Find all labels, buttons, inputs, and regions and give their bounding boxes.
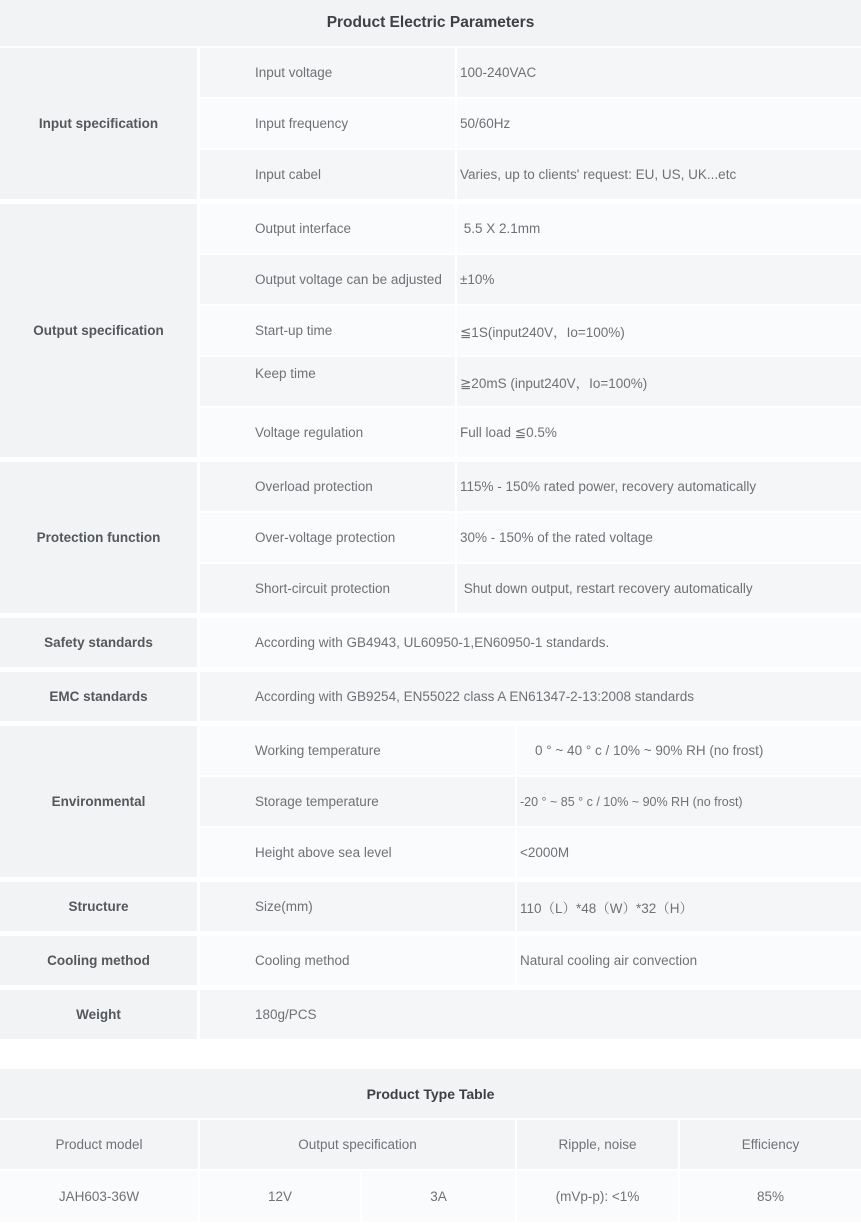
spec-value: 110（L）*48（W）*32（H） (520, 900, 694, 916)
spec-value: 50/60Hz (460, 116, 511, 131)
spec-label: Height above sea level (200, 828, 517, 877)
section-cooling-method (0, 936, 861, 985)
section-header: Output specification (0, 204, 197, 457)
product-type-table (0, 1120, 861, 1222)
section-header: Input specification (0, 48, 197, 199)
spec-label: Input frequency (200, 99, 457, 148)
section-header: Protection function (0, 462, 197, 613)
spec-row (200, 255, 861, 306)
spec-row (200, 306, 861, 357)
section-output-specification (0, 204, 861, 457)
spec-label: Voltage regulation (200, 408, 457, 457)
section-body (200, 990, 861, 1039)
spec-row (200, 777, 861, 828)
spec-row (200, 726, 861, 777)
section-body (200, 936, 861, 985)
spec-label: Working temperature (200, 726, 517, 775)
section-body (200, 618, 861, 667)
spec-value: According with GB4943, UL60950-1,EN60950-1 standards. (255, 635, 610, 650)
section-header: Structure (0, 882, 197, 931)
spec-label: Start-up time (200, 306, 457, 355)
spec-row (200, 99, 861, 150)
spec-value: ≦1S(input240V，Io=100%) (460, 324, 625, 340)
output-current-value: 3A (362, 1171, 517, 1222)
electric-parameters-title: Product Electric Parameters (0, 0, 861, 46)
spec-row (200, 672, 861, 721)
spec-value: Varies, up to clients' request: EU, US, UK...etc (460, 167, 737, 182)
section-environmental (0, 726, 861, 877)
spec-label: Input voltage (200, 48, 457, 97)
spec-label: Over-voltage protection (200, 513, 457, 562)
spec-value: -20 ° ~ 85 ° c / 10% ~ 90% RH (no frost) (520, 794, 743, 809)
section-header: Weight (0, 990, 197, 1039)
spec-value: Shut down output, restart recovery automatically (460, 581, 753, 596)
section-header: Safety standards (0, 618, 197, 667)
spec-row (200, 150, 861, 199)
section-structure (0, 882, 861, 931)
spec-row (200, 882, 861, 931)
spec-value: <2000M (520, 845, 570, 860)
spec-value: Full load ≦0.5% (460, 424, 557, 440)
spec-row (200, 936, 861, 985)
column-header-ripple-noise: Ripple, noise (517, 1120, 680, 1169)
spec-label: Output interface (200, 204, 457, 253)
section-emc-standards (0, 672, 861, 721)
section-body (200, 48, 861, 199)
spec-label: Short-circuit protection (200, 564, 457, 613)
spec-label: Overload protection (200, 462, 457, 511)
spec-row (200, 990, 861, 1039)
spec-row (200, 357, 861, 408)
spec-row (200, 828, 861, 877)
section-body (200, 882, 861, 931)
ripple-noise-value: (mVp-p): <1% (517, 1171, 680, 1222)
section-spacer (0, 1044, 861, 1069)
spec-value: 0 ° ~ 40 ° c / 10% ~ 90% RH (no frost) (520, 743, 764, 758)
section-body (200, 462, 861, 613)
section-body (200, 672, 861, 721)
spec-row (200, 48, 861, 99)
product-type-table-title: Product Type Table (0, 1069, 861, 1118)
electric-parameters-table (0, 48, 861, 1039)
type-table-header-row (0, 1120, 861, 1171)
spec-label: Input cabel (200, 150, 457, 199)
spec-value: 5.5 X 2.1mm (460, 221, 541, 236)
spec-row (200, 513, 861, 564)
spec-row (200, 204, 861, 255)
spec-value: ≧20mS (input240V，Io=100%) (460, 375, 648, 391)
section-protection-function (0, 462, 861, 613)
product-model-value: JAH603-36W (0, 1171, 200, 1222)
output-voltage-value: 12V (200, 1171, 362, 1222)
spec-label: Cooling method (200, 936, 517, 985)
section-safety-standards (0, 618, 861, 667)
section-header: EMC standards (0, 672, 197, 721)
type-table-data-row (0, 1171, 861, 1222)
spec-value: 180g/PCS (255, 1007, 317, 1022)
section-body (200, 726, 861, 877)
spec-value: According with GB9254, EN55022 class A EN61347-2-13:2008 standards (255, 689, 695, 704)
spec-value: 100-240VAC (460, 65, 537, 80)
spec-row (200, 618, 861, 667)
column-header-efficiency: Efficiency (741, 1137, 800, 1152)
spec-label: Size(mm) (200, 882, 517, 931)
section-header: Cooling method (0, 936, 197, 985)
column-header-output-specification: Output specification (200, 1120, 517, 1169)
spec-value: Natural cooling air convection (520, 953, 698, 968)
spec-label: Storage temperature (200, 777, 517, 826)
section-input-specification (0, 48, 861, 199)
section-weight (0, 990, 861, 1039)
spec-row (200, 408, 861, 457)
spec-value: 30% - 150% of the rated voltage (460, 530, 653, 545)
efficiency-value: 85% (756, 1189, 785, 1204)
spec-label: Output voltage can be adjusted (200, 255, 457, 304)
section-body (200, 204, 861, 457)
spec-row (200, 462, 861, 513)
spec-value: 115% - 150% rated power, recovery automatically (460, 479, 757, 494)
spec-value: ±10% (460, 272, 495, 287)
spec-label: Keep time (200, 357, 457, 406)
column-header-product-model: Product model (0, 1120, 200, 1169)
spec-row (200, 564, 861, 613)
section-header: Environmental (0, 726, 197, 877)
